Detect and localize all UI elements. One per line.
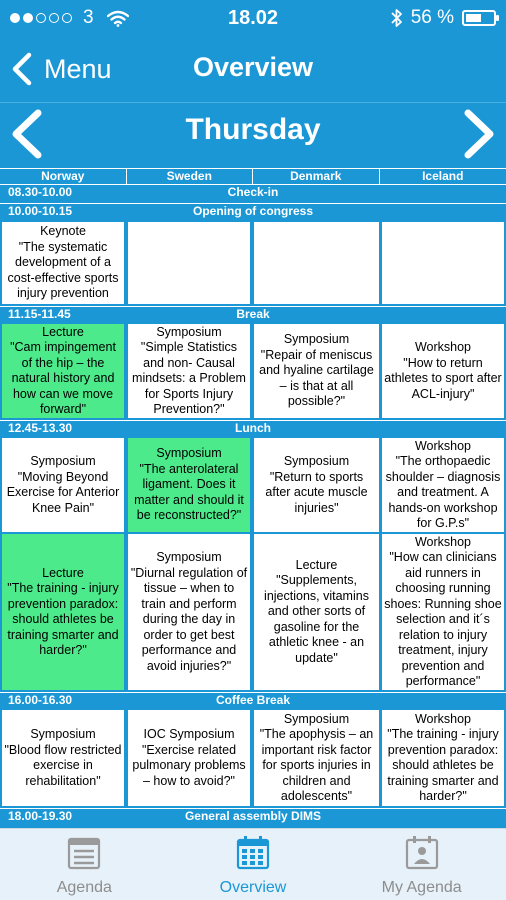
session-title: "Moving Beyond Exercise for Anterior Knee Pain" — [6, 469, 120, 515]
session-cell[interactable] — [254, 710, 379, 806]
my-agenda-icon — [404, 835, 440, 871]
session-title: "Repair of meniscus and hyaline cartilage – is that at all possible?" — [259, 347, 374, 409]
session-type: Symposium — [156, 324, 222, 339]
session-type: Keynote — [40, 224, 86, 239]
session-title: "The anterolateral ligament. Does it matter and should it be reconstructed?" — [134, 461, 244, 523]
session-title: "Diurnal regulation of tissue – when to train and perform during the day in order to get best performance and avoid injuries?" — [130, 565, 248, 673]
session-title: "Simple Statistics and non- Causal mindsets: a Problem for Sports Injury Prevention?" — [132, 340, 246, 416]
page-title: Overview — [192, 52, 314, 82]
menu-back-label: Menu — [44, 53, 112, 84]
battery-percent: 56 % — [410, 7, 454, 28]
session-type: Symposium — [283, 332, 350, 347]
session-cell[interactable] — [2, 534, 124, 690]
time-band — [0, 420, 506, 436]
session-title: "The training - injury prevention paradox: should athletes be training smarter and harder?" — [387, 727, 499, 803]
session-cell — [254, 222, 379, 304]
band-time: 10.00-10.15 — [8, 204, 73, 218]
session-cell[interactable] — [382, 710, 504, 806]
carrier-name: 3 — [83, 7, 94, 28]
session-cell[interactable] — [382, 324, 504, 418]
day-selector — [0, 103, 506, 165]
column-headers — [0, 168, 506, 184]
session-cell — [128, 222, 250, 304]
bluetooth-icon — [391, 8, 403, 28]
session-title: "How can clinicians aid runners in choosing running shoes: Running shoe selection and it´s relation to injury treatment, injury prevention and performance" — [384, 550, 502, 688]
menu-back-button[interactable] — [10, 46, 112, 92]
tab-label: Overview — [219, 879, 287, 896]
session-title: "The training - injury prevention paradox: should athletes be training smarter and harder?" — [7, 581, 119, 657]
band-time: 18.00-19.30 — [8, 809, 73, 823]
session-cell[interactable] — [382, 534, 504, 690]
status-right — [391, 7, 496, 29]
band-name: Opening of congress — [192, 204, 313, 218]
session-row — [0, 534, 506, 690]
session-type: Symposium — [283, 454, 350, 468]
session-cell[interactable] — [128, 438, 250, 532]
time-band — [0, 203, 506, 219]
band-name: Check-in — [227, 185, 279, 199]
session-cell[interactable] — [128, 710, 250, 806]
session-title: "The systematic development of a cost-effective sports injury prevention — [7, 239, 119, 301]
session-type: Symposium — [156, 446, 222, 461]
session-cell[interactable] — [254, 324, 379, 418]
session-cell[interactable] — [382, 438, 504, 532]
band-name: Coffee Break — [215, 693, 291, 707]
session-row — [0, 438, 506, 532]
column-header: Iceland — [422, 169, 464, 183]
agenda-icon — [66, 835, 102, 871]
tab-agenda[interactable] — [0, 829, 169, 900]
session-title: "Cam impingement of the hip – the natural history and how can we move forward" — [10, 340, 116, 416]
session-type: Symposium — [156, 550, 222, 564]
session-title: "Supplements, injections, vitamins and other sorts of gasoline for the athletic knee - an update" — [264, 573, 369, 665]
band-time: 08.30-10.00 — [8, 185, 73, 199]
session-type: Lecture — [42, 324, 84, 339]
session-cell[interactable] — [2, 324, 124, 418]
next-day-button[interactable] — [454, 107, 504, 161]
band-time: 11.15-11.45 — [8, 307, 71, 321]
status-time: 18.02 — [227, 7, 279, 29]
nav-row — [0, 36, 506, 102]
band-time: 16.00-16.30 — [8, 693, 73, 707]
session-cell[interactable] — [2, 222, 124, 304]
session-title: "The orthopaedic shoulder – diagnosis and treatment. A hands-on workshop for G.P.s" — [385, 454, 501, 530]
session-type: IOC Symposium — [143, 727, 235, 741]
band-name: Lunch — [235, 421, 271, 435]
time-band — [0, 808, 506, 824]
band-name: Break — [236, 307, 270, 321]
status-bar — [0, 0, 506, 36]
session-cell — [382, 222, 504, 304]
session-title: "How to return athletes to sport after ACL-injury" — [384, 355, 502, 401]
schedule-grid — [0, 168, 506, 828]
session-row — [0, 324, 506, 418]
header-bar — [0, 0, 506, 168]
session-type: Symposium — [283, 711, 350, 726]
session-type: Workshop — [414, 438, 472, 453]
column-header: Denmark — [253, 169, 380, 184]
tab-overview[interactable] — [169, 829, 338, 900]
time-band — [0, 184, 506, 200]
column-header: Norway — [0, 169, 127, 184]
session-title: "Exercise related pulmonary problems – how to avoid?" — [132, 742, 246, 788]
time-band — [0, 306, 506, 322]
tab-label: My Agenda — [381, 879, 462, 896]
session-type: Symposium — [30, 727, 96, 741]
session-title: "The apophysis – an important risk factor for sports injuries in children and adolescents" — [259, 727, 374, 803]
band-name: General assembly DIMS — [184, 809, 322, 823]
battery-icon — [462, 10, 496, 26]
day-title: Thursday — [185, 113, 321, 146]
session-type: Workshop — [414, 711, 472, 726]
session-cell[interactable] — [2, 710, 124, 806]
session-type: Workshop — [414, 534, 472, 549]
session-cell[interactable] — [128, 534, 250, 690]
tab-bar — [0, 828, 506, 900]
previous-day-button[interactable] — [2, 107, 52, 161]
session-type: Lecture — [42, 565, 84, 580]
session-type: Workshop — [414, 340, 472, 354]
column-header: Sweden — [127, 169, 254, 184]
chevron-right-icon — [454, 107, 504, 161]
session-cell[interactable] — [128, 324, 250, 418]
tab-label: Agenda — [56, 879, 112, 896]
session-cell[interactable] — [254, 534, 379, 690]
session-cell[interactable] — [2, 438, 124, 532]
session-title: "Blood flow restricted exercise in rehabilitation" — [4, 742, 122, 788]
session-type: Symposium — [30, 454, 96, 468]
band-time: 12.45-13.30 — [8, 421, 73, 435]
chevron-left-icon — [2, 107, 52, 161]
battery-level — [466, 14, 481, 22]
time-band — [0, 692, 506, 708]
tab-my-agenda[interactable] — [337, 829, 506, 900]
session-type: Lecture — [295, 557, 338, 572]
session-row — [0, 222, 506, 304]
session-cell[interactable] — [254, 438, 379, 532]
session-row — [0, 710, 506, 806]
session-title: "Return to sports after acute muscle injuries" — [265, 469, 368, 515]
chevron-left-icon — [10, 52, 32, 86]
calendar-grid-icon — [235, 835, 271, 871]
